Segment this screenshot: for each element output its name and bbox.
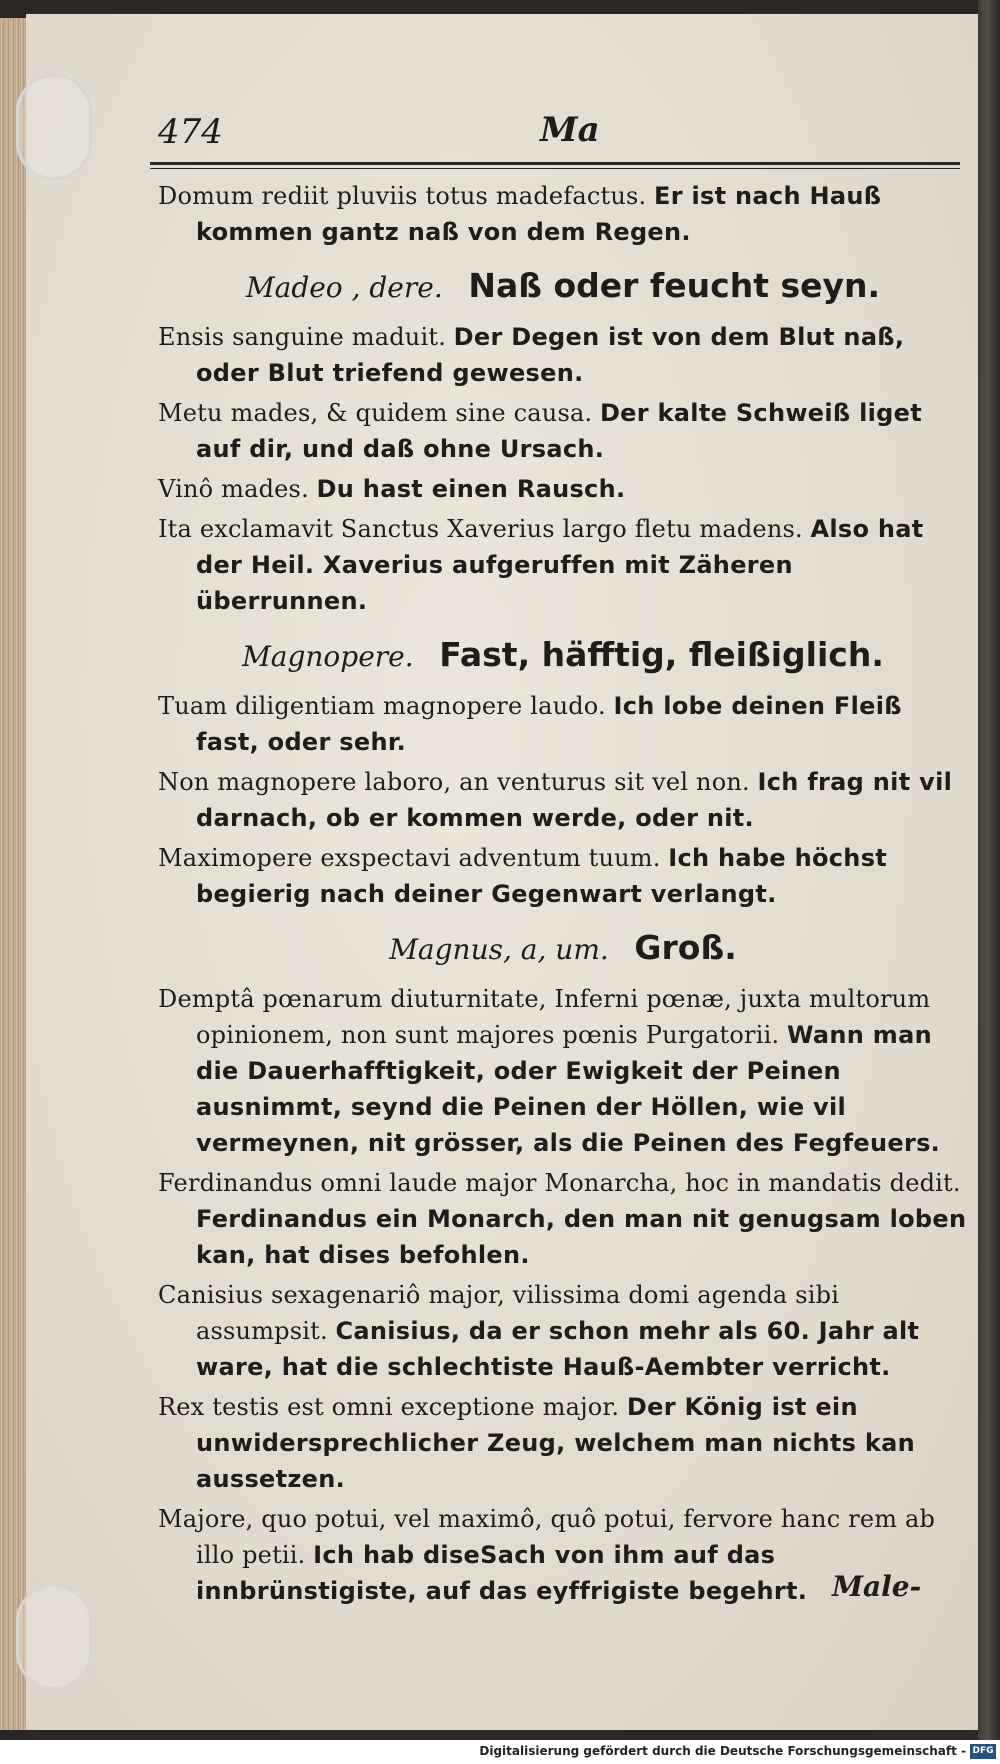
- running-head: Ma: [540, 110, 600, 150]
- german-text: Der kalte Schweiß liget auf dir, und daß ohne Ursach.: [196, 399, 923, 463]
- page-header: [130, 112, 950, 164]
- latin-text: Non magnopere laboro, an venturus sit vel non.: [158, 768, 750, 796]
- lemma-german: Naß oder feucht seyn.: [468, 266, 881, 305]
- latin-text: Rex testis est omni exceptione major.: [158, 1393, 620, 1421]
- example-entry: [158, 471, 968, 507]
- german-text: Der König ist ein unwidersprechlicher Zeug, welchem man nichts kan aussetzen.: [196, 1393, 916, 1493]
- lemma-latin: Magnopere.: [242, 640, 414, 673]
- example-entry: [158, 1277, 968, 1385]
- example-entry: [158, 511, 968, 619]
- lemma-latin: Madeo , dere.: [245, 271, 443, 304]
- header-rule-thin: [150, 168, 960, 169]
- page-clip-bottom: [16, 1584, 92, 1690]
- funding-credit: Digitalisierung gefördert durch die Deutsche Forschungsgemeinschaft -: [479, 1744, 966, 1758]
- latin-text: Ensis sanguine maduit.: [158, 323, 447, 351]
- example-entry: [158, 1165, 968, 1273]
- header-rule: [150, 162, 960, 165]
- german-text: Wann man die Dauerhafftigkeit, oder Ewigkeit der Peinen ausnimmt, seynd die Peinen der Höllen, wie vil vermeynen, nit grösser, als die Peinen des Fegfeuers.: [196, 1021, 941, 1157]
- book-fore-edge: [0, 18, 27, 1730]
- dictionary-text: [158, 178, 968, 1613]
- latin-text: Majore, quo potui, vel maximô, quô potui, fervore hanc rem ab illo petii.: [158, 1505, 936, 1569]
- lemma-latin: Magnus, a, um.: [389, 933, 609, 966]
- lemma-heading: [158, 264, 968, 311]
- lemma-german: Groß.: [634, 928, 737, 967]
- lemma-german: Fast, häfftig, fleißiglich.: [439, 635, 884, 674]
- page-clip-top: [16, 74, 92, 180]
- german-text: Der Degen ist von dem Blut naß, oder Blut triefend gewesen.: [196, 323, 905, 387]
- german-text: Also hat der Heil. Xaverius aufgeruffen mit Zäheren überrunnen.: [196, 515, 924, 615]
- latin-text: Ferdinandus omni laude major Monarcha, hoc in mandatis dedit.: [158, 1169, 961, 1197]
- dfg-logo: DFG: [970, 1744, 996, 1759]
- german-text: Ich frag nit vil darnach, ob er kommen werde, oder nit.: [196, 768, 953, 832]
- latin-text: Metu mades, & quidem sine causa.: [158, 399, 593, 427]
- latin-text: Vinô mades.: [158, 475, 309, 503]
- example-entry: [158, 840, 968, 912]
- latin-text: Tuam diligentiam magnopere laudo.: [158, 692, 606, 720]
- example-entry: [158, 178, 968, 250]
- german-text: Canisius, da er schon mehr als 60. Jahr alt ware, hat die schlechtiste Hauß-Aembter verricht.: [196, 1317, 920, 1381]
- german-text: Ich hab diseSach von ihm auf das innbrünstigiste, auf das eyffrigiste begehrt.: [196, 1541, 808, 1605]
- example-entry: [158, 395, 968, 467]
- latin-text: Demptâ pœnarum diuturnitate, Inferni pœnæ, juxta multorum opinionem, non sunt majores pœnis Purgatorii.: [158, 985, 931, 1049]
- example-entry: [158, 981, 968, 1161]
- german-text: Ich lobe deinen Fleiß fast, oder sehr.: [196, 692, 902, 756]
- lemma-heading: [158, 926, 968, 973]
- latin-text: Domum rediit pluviis totus madefactus.: [158, 182, 647, 210]
- example-entry: [158, 688, 968, 760]
- example-entry: [158, 319, 968, 391]
- example-entry: [158, 1389, 968, 1497]
- lemma-heading: [158, 633, 968, 680]
- next-page-edge: [978, 0, 1000, 1764]
- german-text: Ferdinandus ein Monarch, den man nit genugsam loben kan, hat dises befohlen.: [196, 1205, 967, 1269]
- page-number: 474: [158, 112, 223, 152]
- german-text: Er ist nach Hauß kommen gantz naß von dem Regen.: [196, 182, 882, 246]
- latin-text: Ita exclamavit Sanctus Xaverius largo fletu madens.: [158, 515, 803, 543]
- latin-text: Maximopere exspectavi adventum tuum.: [158, 844, 661, 872]
- example-entry: [158, 764, 968, 836]
- latin-text: Canisius sexagenariô major, vilissima domi agenda sibi assumpsit.: [158, 1281, 840, 1345]
- german-text: Du hast einen Rausch.: [316, 475, 626, 503]
- german-text: Ich habe höchst begierig nach deiner Gegenwart verlangt.: [196, 844, 888, 908]
- catchword: Male-: [832, 1570, 922, 1603]
